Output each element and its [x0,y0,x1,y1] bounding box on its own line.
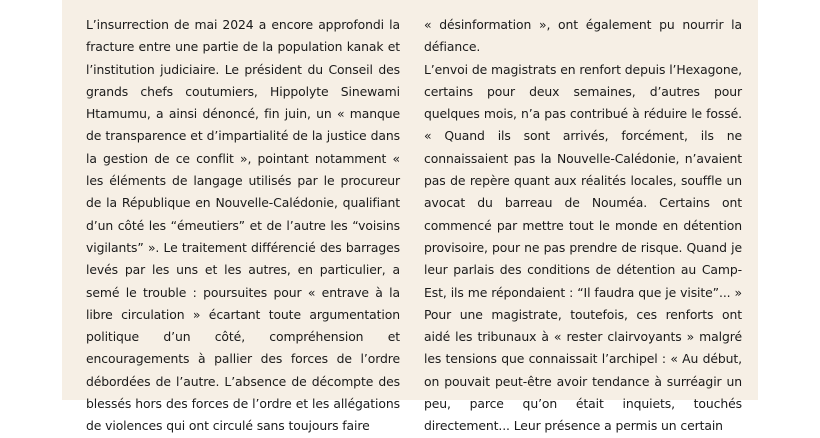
paragraph-desinformation: « désinformation », ont également pu nourrir la défiance. [424,17,742,55]
paragraph-insurrection: L’insurrection de mai 2024 a encore approfondi la fracture entre une partie de la population kanak et l’institution judiciaire. Le président du Conseil des grands chefs coutumiers, Hippolyte Sinewami Htamumu, a ainsi dénoncé, fin juin, un « manque de transparence et d’impartialité de la justice dans la gestion de ce conflit », pointant notamment « les éléments de langage utilisés par le procureur de la République en Nouvelle-Calédonie, qualifiant d’un côté les “émeutiers” et de l’autre les “voisins vigilants” ». Le traitement différencié des barrages levés par les uns et les autres, en particulier, a semé le trouble : poursuites pour « entrave à la libre circulation » écartant toute argumentation politique d’un côté, compréhension et encouragements à pallier des forces de l’ordre débordées de l’autre. L’absence de décompte des blessés hors des forces de l’ordre et les allégations de violences qui ont circulé sans toujours faire [86,17,400,434]
article-column-left [86,14,400,438]
article-column-right [424,14,742,438]
paragraph-magistrats-renfort: L’envoi de magistrats en renfort depuis l’Hexagone, certains pour deux semaines, d’autres pour quelques mois, n’a pas contribué à réduire le fossé. « Quand ils sont arrivés, forcément, ils ne connaissaient pas la Nouvelle-Calédonie, n’avaient pas de repère quant aux réalités locales, souffle un avocat du barreau de Nouméa. Certains ont commencé par mettre tout le monde en détention provisoire, pour ne pas prendre de risque. Quand je leur parlais des conditions de détention au Camp-Est, ils me répondaient : “Il faudra que je visite”... » Pour une magistrate, toutefois, ces renforts ont aidé les tribunaux à « rester clairvoyants » malgré les tensions que connaissait l’archipel : « Au début, on pouvait peut-être avoir tendance à surréagir un peu, parce qu’on était inquiets, touchés directement... Leur présence a permis un certain [424,61,742,434]
